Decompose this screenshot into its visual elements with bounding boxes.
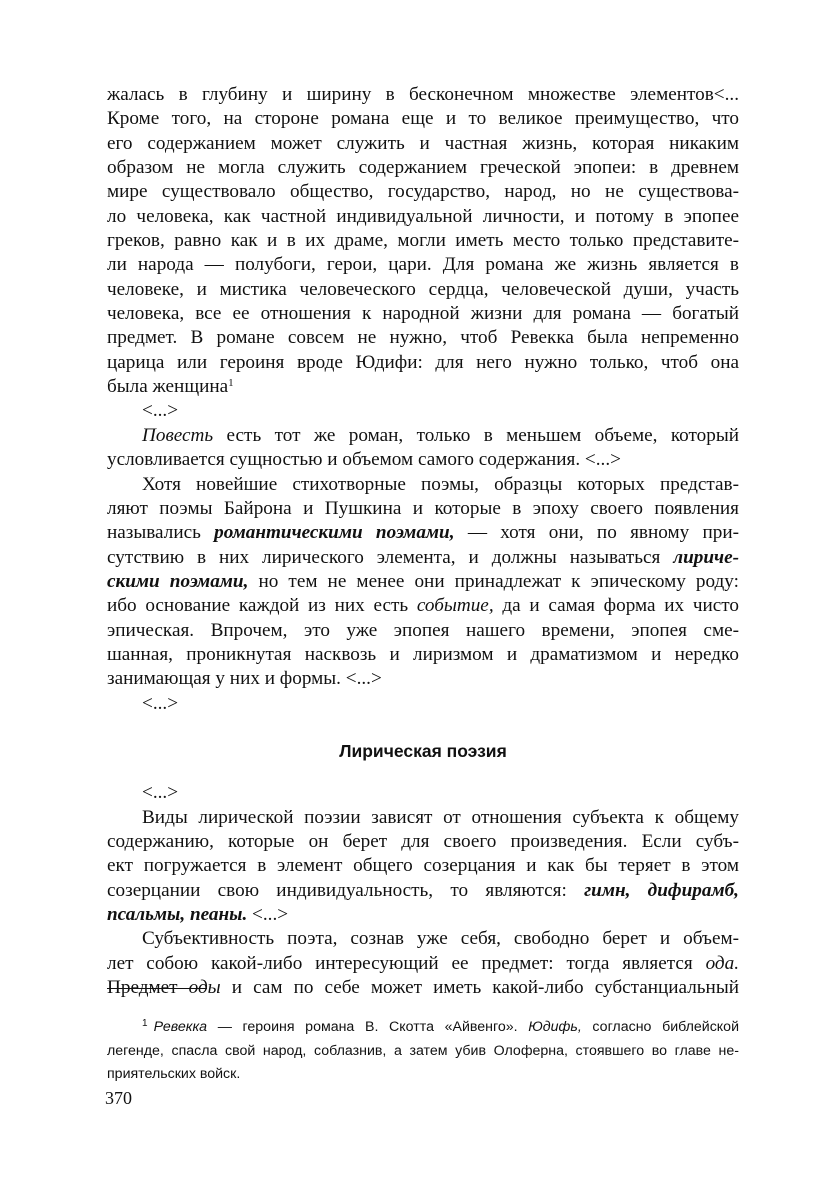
italic-term: лириче-	[673, 546, 739, 568]
text-line	[107, 570, 739, 594]
footnote-divider	[107, 988, 207, 989]
text-fragment: да и самая форма их чисто	[493, 595, 739, 617]
footnote-reference[interactable]: 1	[228, 377, 234, 390]
italic-term: событие,	[416, 595, 494, 617]
text-line: ли народа — полубоги, герои, цари. Для романа же жизнь является в	[107, 254, 739, 276]
text-line	[107, 594, 739, 618]
text-line	[107, 952, 739, 976]
footnote-line	[107, 1016, 739, 1040]
italic-term: оды	[188, 977, 221, 999]
footnote-number: 1	[142, 1018, 148, 1029]
footnote-line: легенде, спасла свой народ, соблазнив, а затем убив Олоферна, стоявшего во главе не-	[107, 1042, 739, 1059]
italic-term: псальмы, пеаны.	[107, 904, 248, 925]
page-number: 370	[105, 1088, 132, 1108]
text-line: эпическая. Впрочем, это уже эпопея нашего времени, эпопея сме-	[107, 619, 739, 641]
text-fragment: есть тот же роман, только в меньшем объеме, который	[213, 424, 739, 446]
text-line: Виды лирической поэзии зависят от отношения субъекта к общему	[142, 806, 739, 828]
text-line: условливается сущностью и объемом самого содержания. <...>	[107, 449, 621, 471]
text-fragment: созерцании свою индивидуальность, то являются:	[107, 879, 585, 901]
text-line: ект погружается в элемент общего созерцания и как бы теряет в этом	[107, 855, 739, 877]
text-line: человека, все ее отношения к народной жизни для романа — богатый	[107, 303, 739, 325]
text-line: содержанию, которые он берет для своего произведения. Если субъ-	[107, 830, 739, 852]
text-line: Хотя новейшие стихотворные поэмы, образцы которых представ-	[142, 473, 739, 495]
text-line	[107, 424, 739, 448]
text-line: занимающая у них и формы. <...>	[107, 668, 382, 690]
italic-term: романтическими поэмами,	[214, 522, 455, 544]
text-line: шанная, проникнутая насквозь и лиризмом и драматизмом и нередко	[107, 643, 739, 665]
italic-term: скими поэмами,	[107, 570, 249, 592]
omission-mark: <...>	[142, 782, 179, 804]
text-line: ляют поэмы Байрона и Пушкина и которые в эпоху своего появления	[107, 497, 739, 519]
text-fragment: <...>	[247, 904, 289, 925]
text-fragment: была женщина	[107, 376, 229, 398]
text-line: Кроме того, на стороне романа еще и то великое преимущество, что	[107, 108, 739, 130]
italic-term: ода.	[705, 952, 739, 974]
body-text	[107, 83, 739, 1000]
text-line: человеке, и мистика человеческого сердца, человеческой души, участь	[107, 278, 739, 300]
text-fragment: сутствию в них лирического элемента, и должны называться	[107, 546, 674, 568]
text-line: царица или героиня вроде Юдифи: для него нужно только, чтоб она	[107, 351, 739, 373]
text-fragment: — хотя они, по явному при-	[454, 522, 739, 544]
text-line	[107, 375, 739, 399]
text-line: мире существовало общество, государство, народ, но не существова-	[107, 181, 739, 203]
text-line: ло человека, как частной индивидуальной личности, и потому в эпопее	[107, 205, 739, 227]
text-fragment: ибо основание каждой из них есть	[107, 595, 417, 617]
italic-term: Ревекка	[153, 1019, 208, 1035]
omission-mark: <...>	[142, 400, 179, 422]
italic-term: Юдифь,	[528, 1019, 582, 1035]
text-fragment: — героиня романа В. Скотта «Айвенго».	[207, 1019, 529, 1035]
section-heading: Лирическая поэзия	[339, 740, 507, 761]
text-line: предмет. В романе совсем не нужно, чтоб Ревекка была непременно	[107, 327, 739, 349]
footnote-line: приятельских войск.	[107, 1066, 241, 1082]
text-line	[107, 903, 739, 927]
text-fragment: Предмет	[107, 977, 189, 999]
text-line	[107, 879, 739, 903]
text-fragment: лет собою какой-либо интересующий ее предмет: тогда является	[107, 952, 706, 974]
italic-term: гимн, дифирамб,	[584, 879, 739, 901]
text-line: образом не могла служить содержанием греческой эпопеи: в древнем	[107, 157, 739, 179]
text-line: его содержанием может служить и частная жизнь, которая никаким	[107, 132, 739, 154]
text-fragment: и сам по себе может иметь какой-либо субстанциальный	[220, 977, 739, 999]
italic-term: Повесть	[142, 424, 214, 446]
footnote	[107, 1016, 739, 1087]
text-line: жалась в глубину и ширину в бесконечном множестве элементов<...	[107, 84, 739, 105]
text-fragment: но тем не менее они принадлежат к эпическому роду:	[248, 570, 739, 592]
text-line	[107, 521, 739, 545]
text-fragment: назывались	[107, 522, 215, 544]
text-line: Субъективность поэта, сознав уже себя, свободно берет и объем-	[142, 928, 739, 950]
omission-mark: <...>	[142, 692, 179, 714]
text-line: греков, равно как и в их драме, могли иметь место только представите-	[107, 230, 739, 252]
text-line	[107, 546, 739, 570]
text-fragment: согласно библейской	[581, 1019, 739, 1035]
